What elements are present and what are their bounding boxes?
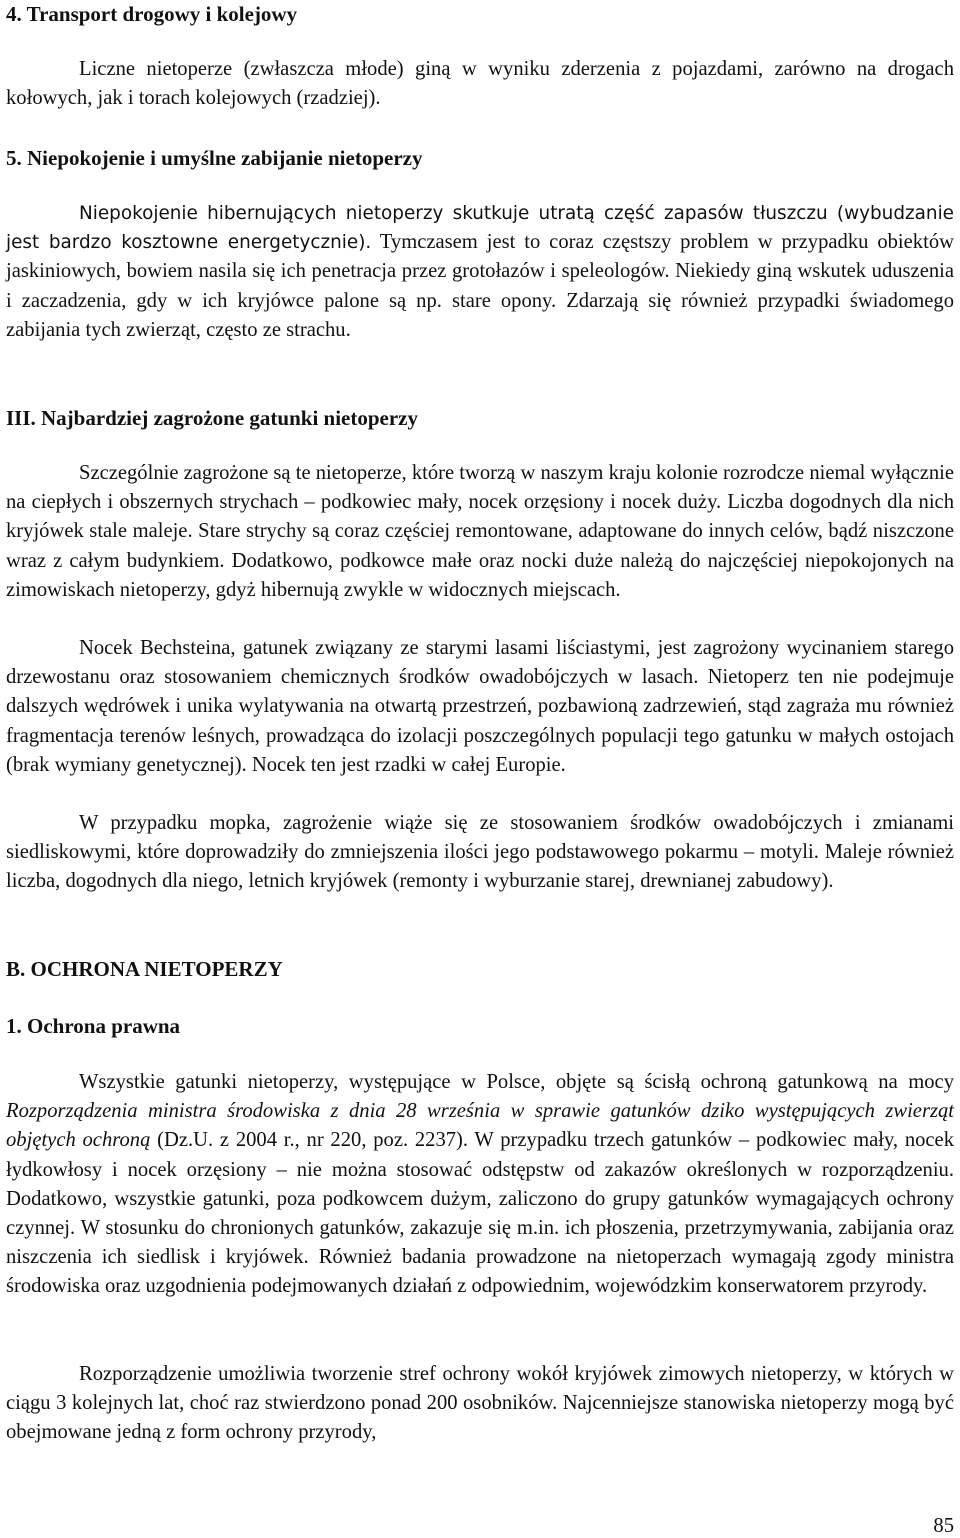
paragraph-legal-part-b: (Dz.U. z 2004 r., nr 220, poz. 2237). W przypadku trzech gatunków – podkowiec mały, nocek łydkowłosy i nocek orzęsiony – nie można stosować odstępstw od zakazów określonych w rozporządzeniu. Dodatkowo, wszystkie gatunki, poza podkowcem dużym, zaliczono do grupy gatunków wymagających ochrony czynnej. W stosunku do chronionych gatunków, zakazuje się m.in. ich płoszenia, przetrzymywania, zabijania oraz niszczenia ich siedlisk i kryjówek. Również badania prowadzone na nietoperzach wymagają zgody ministra środowiska oraz uzgodnienia podejmowanych działań z odpowiednim, wojewódzkim konserwatorem przyrody.: [6, 1129, 954, 1298]
paragraph-disturbance: [6, 199, 954, 345]
paragraph-transport: Liczne nietoperze (zwłaszcza młode) giną w wyniku zderzenia z pojazdami, zarówno na drogach kołowych, jak i torach kolejowych (rzadziej).: [6, 58, 954, 110]
section-heading-transport: 4. Transport drogowy i kolejowy: [6, 2, 298, 26]
paragraph-legal-protection-1: [6, 1068, 954, 1302]
section-heading-bat-protection: B. OCHRONA NIETOPERZY: [6, 957, 283, 981]
paragraph-legal-protection-2: Rozporządzenie umożliwia tworzenie stref ochrony wokół kryjówek zimowych nietoperzy, w których w ciągu 3 kolejnych lat, choć raz stwierdzono ponad 200 osobników. Najcenniejsze stanowiska nietoperzy mogą być obejmowane jedną z form ochrony przyrody,: [6, 1363, 954, 1444]
section-heading-endangered-species: III. Najbardziej zagrożone gatunki nietoperzy: [6, 406, 418, 430]
regulation-title: Rozporządzenia ministra środowiska z dnia 28 września w sprawie gatunków dziko występujących zwierząt objętych ochroną: [6, 1100, 954, 1152]
paragraph-disturbance-part-b: Tymczasem jest to coraz częstszy problem w przypadku obiektów jaskiniowych, bowiem nasila się ich penetracja przez grotołazów i speleologów. Niekiedy giną wskutek uduszenia i zaczadzenia, gdy w ich kryjówce palone są np. stare opony. Zdarzają się również przypadki świadomego zabijania tych zwierząt, często ze strachu.: [6, 231, 954, 341]
section-heading-disturbance: 5. Niepokojenie i umyślne zabijanie nietoperzy: [6, 146, 423, 170]
section-heading-legal-protection: 1. Ochrona prawna: [6, 1014, 181, 1038]
paragraph-endangered-3: W przypadku mopka, zagrożenie wiąże się ze stosowaniem środków owadobójczych i zmianami siedliskowymi, które doprowadziły do zmniejszenia ilości jego podstawowego pokarmu – motyli. Maleje również liczba, dogodnych dla niego, letnich kryjówek (remonty i wyburzanie starej, drewnianej zabudowy).: [6, 812, 954, 893]
paragraph-legal-part-a: Wszystkie gatunki nietoperzy, występujące w Polsce, objęte są ścisłą ochroną gatunkową na mocy: [79, 1071, 954, 1093]
paragraph-endangered-1: Szczególnie zagrożone są te nietoperze, które tworzą w naszym kraju kolonie rozrodcze niemal wyłącznie na ciepłych i obszernych strychach – podkowiec mały, nocek orzęsiony i nocek duży. Liczba dogodnych dla nich kryjówek stale maleje. Stare strychy są coraz częściej remontowane, adaptowane do innych celów, bądź niszczone wraz z całym budynkiem. Dodatkowo, podkowce małe oraz nocki duże należą do najczęściej niepokojonych na zimowiskach nietoperzy, gdyż hibernują zwykle w widocznych miejscach.: [6, 462, 954, 601]
paragraph-disturbance-part-a: Niepokojenie hibernujących nietoperzy skutkuje utratą część zapasów tłuszczu (wybudzanie jest bardzo kosztowne energetycznie).: [6, 203, 954, 254]
page-number: 85: [933, 1515, 954, 1537]
paragraph-endangered-2: Nocek Bechsteina, gatunek związany ze starymi lasami liściastymi, jest zagrożony wycinaniem starego drzewostanu oraz stosowaniem chemicznych środków owadobójczych w lasach. Nietoperz ten nie podejmuje dalszych wędrówek i unika wylatywania na otwartą przestrzeń, pozbawioną zadrzewień, stąd zagraża mu również fragmentacja terenów leśnych, prowadząca do izolacji poszczególnych populacji tego gatunku w małych ostojach (brak wymiany genetycznej). Nocek ten jest rzadki w całej Europie.: [6, 637, 954, 776]
